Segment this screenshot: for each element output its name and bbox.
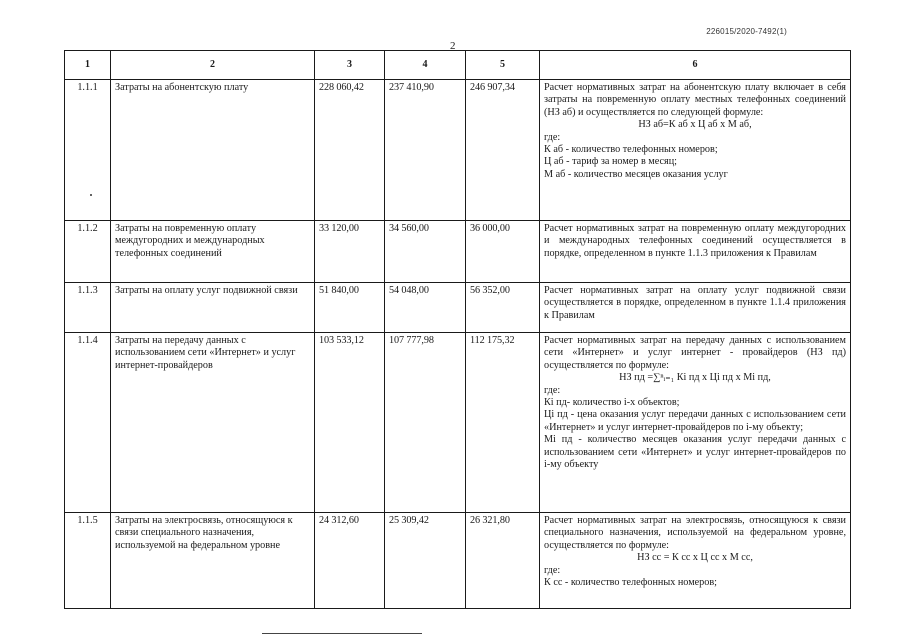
value-year-3: 26 321,80: [466, 513, 540, 609]
cost-table: [64, 50, 851, 609]
variable-definition: Цi пд - цена оказания услуг передачи данных с использованием сети «Интернет» и услуг интернет-провайдеров по i-му объекту;: [544, 409, 846, 433]
table-row: [65, 513, 851, 609]
table-row: [65, 80, 851, 221]
column-header: 2: [111, 51, 315, 80]
variable-definition: К сс - количество телефонных номеров;: [544, 577, 717, 589]
variable-definition: Мi пд - количество месяцев оказания услуг передачи данных с использованием сети «Интернет» и услуг интернет-провайдеров по i-му объекту: [544, 434, 846, 471]
item-name: Затраты на электросвязь, относящуюся к связи специального назначения, используемой на федеральном уровне: [111, 513, 315, 609]
column-header: 6: [540, 51, 851, 80]
description-text: Расчет нормативных затрат на электросвязь, относящуюся к связи специального назначения, используемой на федеральном уровне, осуществляется по формуле:: [544, 515, 846, 551]
calculation-description: [540, 80, 851, 221]
item-number: 1.1.2: [65, 221, 111, 283]
item-name: Затраты на абонентскую плату: [111, 80, 315, 221]
variable-definition: Ц аб - тариф за номер в месяц;: [544, 156, 678, 168]
table-row: [65, 333, 851, 513]
calculation-description: [540, 333, 851, 513]
value-year-1: 51 840,00: [315, 283, 385, 333]
value-year-3: 112 175,32: [466, 333, 540, 513]
table-header-row: [65, 51, 851, 80]
calculation-description: [540, 513, 851, 609]
value-year-2: 237 410,90: [385, 80, 466, 221]
column-header: 5: [466, 51, 540, 80]
item-name: Затраты на оплату услуг подвижной связи: [111, 283, 315, 333]
formula: НЗ сс = К сс х Ц сс х М сс,: [637, 552, 753, 564]
calculation-description: [540, 221, 851, 283]
variable-definition: Кi пд- количество i-х объектов;: [544, 397, 680, 409]
item-number: 1.1.3: [65, 283, 111, 333]
value-year-2: 25 309,42: [385, 513, 466, 609]
document-id: 226015/2020-7492(1): [706, 27, 787, 36]
column-header: 4: [385, 51, 466, 80]
page-number: 2: [450, 40, 456, 52]
value-year-3: 36 000,00: [466, 221, 540, 283]
table-row: [65, 283, 851, 333]
variable-definition: К аб - количество телефонных номеров;: [544, 144, 718, 156]
description-text: Расчет нормативных затрат на повременную оплату междугородних и международных телефонных соединений осуществляется в порядке, определенном в пункте 1.1.3 приложения к Правилам: [544, 223, 846, 259]
footer-rule: [262, 633, 422, 634]
value-year-1: 228 060,42: [315, 80, 385, 221]
value-year-3: 56 352,00: [466, 283, 540, 333]
where-label: где:: [544, 131, 561, 143]
item-number: 1.1.4: [65, 333, 111, 513]
value-year-2: 34 560,00: [385, 221, 466, 283]
column-header: 1: [65, 51, 111, 80]
item-number: 1.1.1: [65, 80, 111, 221]
column-header: 3: [315, 51, 385, 80]
value-year-1: 33 120,00: [315, 221, 385, 283]
where-label: где:: [544, 564, 561, 576]
item-name: Затраты на передачу данных с использованием сети «Интернет» и услуг интернет-провайдеров: [111, 333, 315, 513]
formula: НЗ пд =∑ⁿᵢ₌₁ Кi пд х Цi пд х Мi пд,: [619, 372, 771, 384]
where-label: где:: [544, 384, 561, 396]
item-name: Затраты на повременную оплату междугородних и международных телефонных соединений: [111, 221, 315, 283]
formula: НЗ аб=К аб х Ц аб х М аб,: [638, 119, 752, 131]
description-text: Расчет нормативных затрат на абонентскую плату включает в себя затраты на повременную оплату местных телефонных соединений (НЗ аб) и осуществляется по следующей формуле:: [544, 82, 846, 118]
value-year-3: 246 907,34: [466, 80, 540, 221]
description-text: Расчет нормативных затрат на передачу данных с использованием сети «Интернет» и услуг интернет - провайдеров (НЗ пд) осуществляется по формуле:: [544, 335, 846, 371]
calculation-description: [540, 283, 851, 333]
value-year-2: 107 777,98: [385, 333, 466, 513]
value-year-1: 24 312,60: [315, 513, 385, 609]
value-year-2: 54 048,00: [385, 283, 466, 333]
description-text: Расчет нормативных затрат на оплату услуг подвижной связи осуществляется в порядке, определенном в пункте 1.1.4 приложения к Правилам: [544, 285, 846, 321]
table-row: [65, 221, 851, 283]
item-number: 1.1.5: [65, 513, 111, 609]
variable-definition: М аб - количество месяцев оказания услуг: [544, 168, 728, 180]
value-year-1: 103 533,12: [315, 333, 385, 513]
